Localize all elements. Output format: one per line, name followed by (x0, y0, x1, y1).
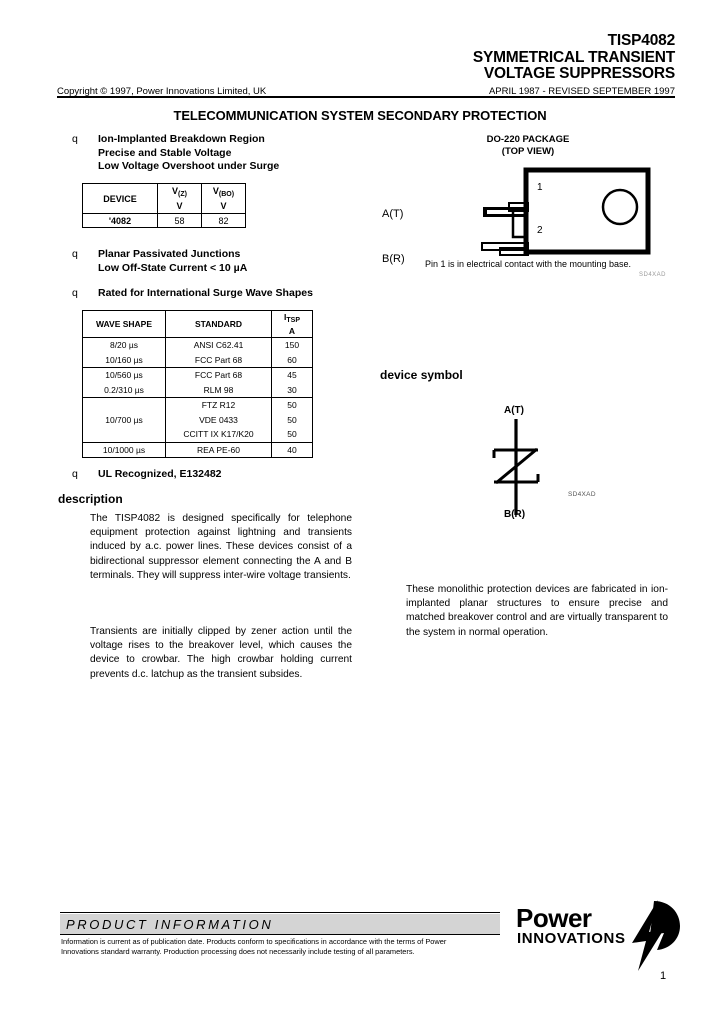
device-symbol-heading: device symbol (380, 368, 463, 382)
unit-vz: V (158, 199, 202, 214)
cell-wave-shape: 10/700 µs (83, 398, 166, 443)
device-symbol-diagram (420, 405, 620, 525)
cell-standard: ANSI C62.41 (166, 338, 272, 353)
logo-word-power: Power (516, 903, 592, 933)
cell-itsp: 150 (272, 338, 313, 353)
table-row (83, 398, 313, 413)
symbol-terminal-a-label: A(T) (504, 405, 524, 416)
table-row (83, 338, 313, 353)
cell-itsp: 60 (272, 353, 313, 368)
cell-standard: VDE 0433 (166, 413, 272, 428)
package-note: Pin 1 is in electrical contact with the mounting base. (424, 259, 632, 269)
feature-bullet-3 (72, 287, 313, 301)
product-information-label: PRODUCT INFORMATION (66, 917, 274, 932)
pin-number-1: 1 (537, 182, 543, 193)
col-header-vbo: $V_{(BO)}$ (202, 184, 246, 200)
footer-disclaimer-text: Information is current as of publication date. Products conform to specifications in accordance with the terms of Power Innovations standard warranty. Production processing does not necessarily include testing of all parameters. (61, 937, 447, 957)
lead-label-a: A(T) (382, 208, 404, 220)
cell-itsp: 50 (272, 427, 313, 442)
lead-label-b: B(R) (382, 253, 405, 265)
header-title-line-2: SYMMETRICAL TRANSIENT (472, 48, 675, 66)
bullet-marker-icon: q (72, 468, 78, 480)
surge-wave-shape-table (82, 310, 313, 458)
table-row (83, 353, 313, 368)
table-row (83, 383, 313, 398)
device-voltage-table (82, 183, 246, 228)
package-title-line-1: DO-220 PACKAGE (486, 134, 570, 145)
cell-wave-shape: 10/1000 µs (83, 442, 166, 458)
feature-bullet-1-line-3: Low Voltage Overshoot under Surge (98, 160, 280, 172)
feature-bullet-2-line-2: Low Off-State Current < 10 µA (98, 261, 248, 274)
table-row (83, 214, 246, 228)
bullet-marker-icon: q (72, 287, 78, 299)
cell-standard: FTZ R12 (166, 398, 272, 413)
col-header-device: DEVICE (83, 184, 158, 214)
unit-vbo: V (202, 199, 246, 214)
description-heading: description (58, 492, 123, 506)
pin-number-2: 2 (537, 225, 543, 236)
header-divider (57, 96, 675, 98)
bullet-marker-icon: q (72, 133, 78, 145)
header-title-line-3: VOLTAGE SUPPRESSORS (483, 65, 675, 82)
page-number: 1 (660, 970, 667, 982)
feature-bullet-2-line-1: Planar Passivated Junctions (98, 248, 241, 260)
cell-standard: REA PE-60 (166, 442, 272, 458)
cell-itsp: 45 (272, 368, 313, 383)
cell-standard: FCC Part 68 (166, 353, 272, 368)
page-title: TELECOMMUNICATION SYSTEM SECONDARY PROTECTION (173, 108, 547, 123)
footer-divider-top (60, 912, 500, 913)
cell-itsp: 50 (272, 398, 313, 413)
cell-device-name: '4082 (83, 214, 158, 228)
description-paragraph-right: These monolithic protection devices are fabricated in ion-implanted planar structures to ensure precise and matched breakover control and are virtually transparent to the system in normal operation. (406, 584, 668, 638)
cell-wave-shape: 0.2/310 µs (83, 383, 166, 398)
col-header-standard: STANDARD (166, 311, 272, 338)
feature-bullet-2 (72, 248, 247, 275)
feature-bullet-1 (72, 133, 279, 174)
cell-itsp: 40 (272, 442, 313, 458)
cell-wave-shape: 8/20 µs (83, 338, 166, 353)
feature-bullet-1-line-2: Precise and Stable Voltage (98, 146, 232, 159)
footer-divider-bottom (60, 934, 500, 935)
symbol-drawing-code: SD4XAD (568, 491, 596, 498)
table-row (83, 442, 313, 458)
cell-wave-shape: 10/560 µs (83, 368, 166, 383)
header-part-number: TISP4082 (607, 32, 675, 49)
cell-standard: CCITT IX K17/K20 (166, 427, 272, 442)
logo-word-innovations: INNOVATIONS (517, 930, 626, 947)
table-row (83, 368, 313, 383)
cell-standard: RLM 98 (166, 383, 272, 398)
package-diagram (382, 134, 674, 284)
description-paragraph-1: The TISP4082 is designed specifically for telephone equipment protection against lightning and transients induced by a.c. power lines. These devices consist of a bidirectional suppressor element connecting the A and B terminals. They will suppress inter-wire voltage transients. (90, 513, 352, 581)
copyright-notice: Copyright © 1997, Power Innovations Limited, UK (57, 85, 267, 97)
description-paragraph-2: Transients are initially clipped by zener action until the voltage rises to the breakover level, which causes the device to crowbar. The high crowbar holding current prevents d.c. latchup as the transient subsides. (90, 626, 352, 680)
feature-bullet-3-line-1: Rated for International Surge Wave Shapes (98, 287, 313, 299)
col-header-wave-shape: WAVE SHAPE (83, 311, 166, 338)
package-title-line-2: (TOP VIEW) (501, 145, 555, 157)
feature-bullet-1-line-1: Ion-Implanted Breakdown Region (98, 133, 265, 145)
col-header-vz: $V_{(Z)}$ (158, 184, 202, 200)
cell-itsp: 50 (272, 413, 313, 428)
lightning-bolt-icon (624, 899, 680, 975)
table-header-row (83, 184, 246, 200)
symbol-terminal-b-label: B(R) (504, 509, 526, 520)
company-logo (516, 903, 676, 973)
product-information-banner (60, 914, 500, 934)
cell-standard: FCC Part 68 (166, 368, 272, 383)
feature-bullet-4 (72, 468, 222, 482)
table-header-row (83, 311, 313, 338)
cell-itsp: 30 (272, 383, 313, 398)
package-title (382, 134, 674, 157)
page-header (57, 33, 675, 100)
bullet-marker-icon: q (72, 248, 78, 260)
package-drawing-code: SD4XAD (638, 272, 666, 278)
revision-date: APRIL 1987 - REVISED SEPTEMBER 1997 (488, 85, 675, 97)
cell-wave-shape: 10/160 µs (83, 353, 166, 368)
feature-bullet-4-line-1: UL Recognized, E132482 (98, 468, 222, 480)
cell-vbo-value: 82 (202, 214, 246, 228)
cell-vz-value: 58 (158, 214, 202, 228)
col-header-itsp: $I_{TSP}$ A (272, 311, 313, 338)
